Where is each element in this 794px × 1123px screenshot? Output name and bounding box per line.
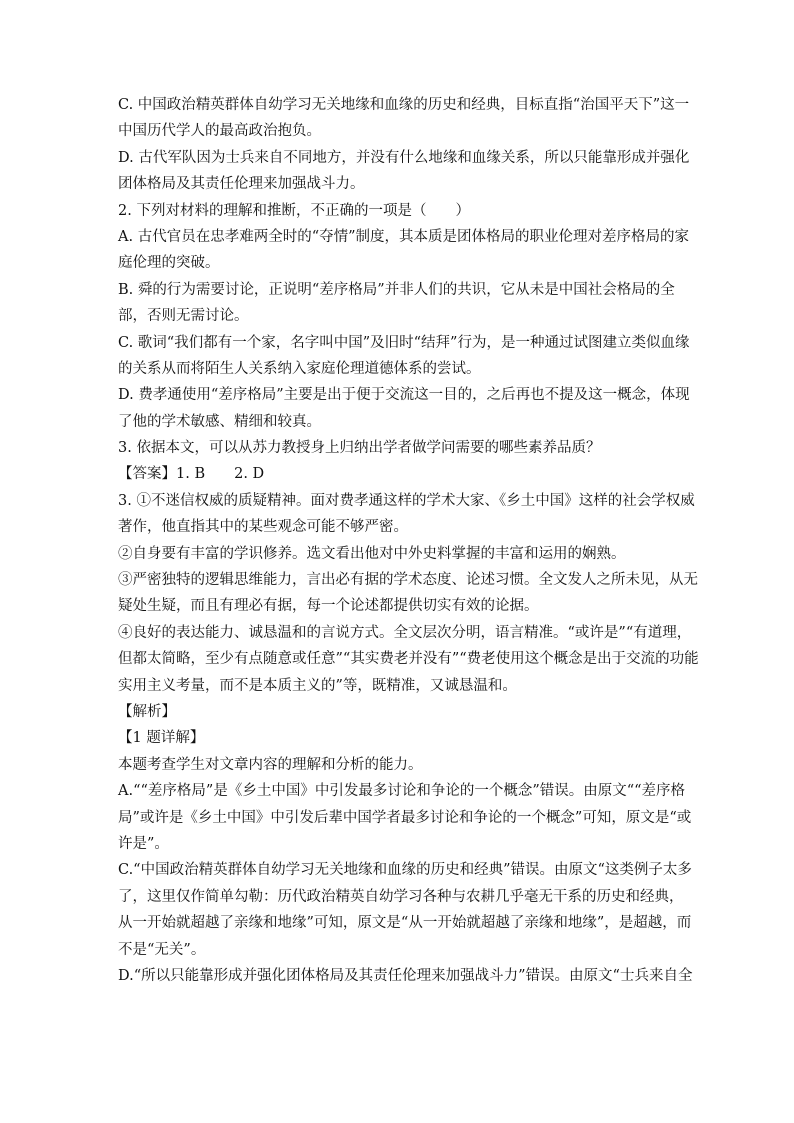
text-line: C.“中国政治精英群体自幼学习无关地缘和血缘的历史和经典”错误。由原文“这类例子太多 bbox=[118, 862, 692, 879]
detail-heading: 【1 题详解】 bbox=[118, 730, 205, 747]
analysis-heading: 【解析】 bbox=[118, 703, 176, 720]
text-line: 本题考查学生对文章内容的理解和分析的能力。 bbox=[118, 756, 423, 773]
text-line: B. 舜的行为需要讨论，正说明“差序格局”并非人们的共识，它从未是中国社会格局的全 bbox=[118, 281, 675, 298]
text-line: 许是”。 bbox=[118, 835, 169, 852]
text-line: 局”或许是《乡土中国》中引发后辈中国学者最多讨论和争论的一个概念”可知，原文是“或 bbox=[118, 809, 692, 826]
text-line: D. 古代军队因为士兵来自不同地方，并没有什么地缘和血缘关系，所以只能靠形成并强化 bbox=[118, 149, 690, 166]
text-line: 不是“无关”。 bbox=[118, 941, 206, 958]
text-line: 团体格局及其责任伦理来加强战斗力。 bbox=[118, 176, 365, 193]
text-line: 但都太简略，至少有点随意或任意”“其实费老并没有”“费老使用这个概念是出于交流的功能 bbox=[118, 651, 699, 668]
text-line: 疑处生疑，而且有理必有据，每一个论述都提供切实有效的论据。 bbox=[118, 598, 539, 615]
answer-heading: 【答案】1. B 2. D bbox=[118, 466, 265, 483]
text-line: A. 古代官员在忠孝难两全时的“夺情”制度，其本质是团体格局的职业伦理对差序格局的家 bbox=[118, 228, 690, 245]
text-line: 的关系从而将陌生人关系纳入家庭伦理道德体系的尝试。 bbox=[118, 360, 481, 377]
text-line: C. 歌词“我们都有一个家，名字叫中国”及旧时“结拜”行为，是一种通过试图建立类似血缘 bbox=[118, 334, 690, 351]
text-line: D.“所以只能靠形成并强化团体格局及其责任伦理来加强战斗力”错误。由原文“士兵来自全 bbox=[118, 967, 693, 984]
text-line: 庭伦理的突破。 bbox=[118, 255, 220, 272]
text-line: ④良好的表达能力、诚恳温和的言说方式。全文层次分明，语言精准。“或许是”“有道理， bbox=[118, 624, 692, 641]
text-line: 了他的学术敏感、精细和较真。 bbox=[118, 413, 321, 430]
text-line: 著作，他直指其中的某些观念可能不够严密。 bbox=[118, 519, 408, 536]
text-line: C. 中国政治精英群体自幼学习无关地缘和血缘的历史和经典，目标直指“治国平天下”这一 bbox=[118, 97, 690, 113]
document-page bbox=[118, 92, 699, 989]
text-line: 实用主义考量，而不是本质主义的”等，既精准，又诚恳温和。 bbox=[118, 677, 517, 694]
question-2-stem: 2. 下列对材料的理解和推断，不正确的一项是（ ） bbox=[118, 202, 470, 219]
text-line: ②自身要有丰富的学识修养。选文看出他对中外史料掌握的丰富和运用的娴熟。 bbox=[118, 545, 626, 562]
question-3-stem: 3. 依据本文，可以从苏力教授身上归纳出学者做学问需要的哪些素养品质？ bbox=[118, 440, 601, 457]
text-line: 部，否则无需讨论。 bbox=[118, 308, 249, 325]
text-line: ③严密独特的逻辑思维能力，言出必有据的学术态度、论述习惯。全文发人之所未见，从无 bbox=[118, 572, 698, 589]
text-line: 从一开始就超越了亲缘和地缘”可知，原文是“从一开始就超越了亲缘和地缘”，是超越，而 bbox=[118, 915, 692, 932]
text-line: A.““差序格局”是《乡土中国》中引发最多讨论和争论的一个概念”错误。由原文““差序格 bbox=[118, 783, 686, 800]
text-line: 3. ①不迷信权威的质疑精神。面对费孝通这样的学术大家、《乡土中国》这样的社会学权威 bbox=[118, 492, 695, 509]
text-line: 中国历代学人的最高政治抱负。 bbox=[118, 123, 321, 140]
text-line: D. 费孝通使用“差序格局”主要是出于便于交流这一目的，之后再也不提及这一概念，体现 bbox=[118, 387, 690, 404]
text-line: 了，这里仅作简单勾勒：历代政治精英自幼学习各种与农耕几乎毫无干系的历史和经典， bbox=[118, 888, 684, 905]
